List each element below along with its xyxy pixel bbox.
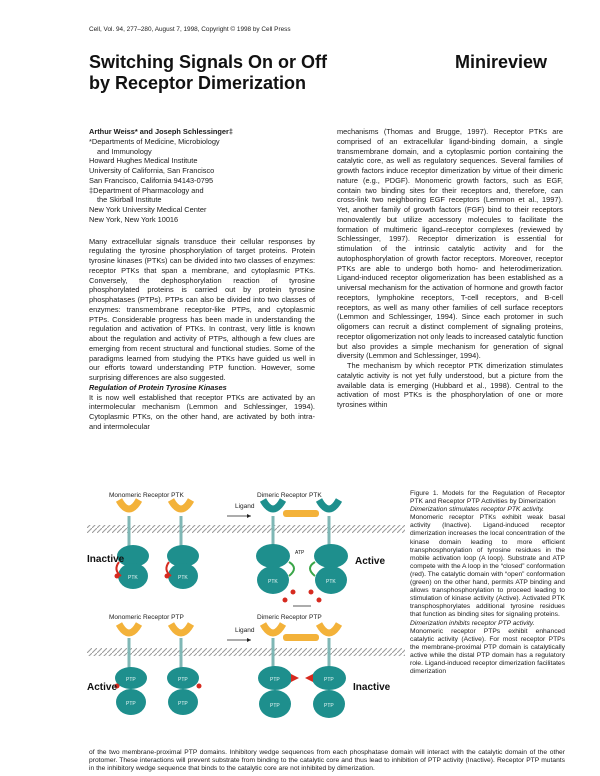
label-active: Active — [355, 556, 386, 567]
affiliation-line: the Skirball Institute — [97, 195, 162, 205]
label-dimeric-ptp: Dimeric Receptor PTP — [257, 614, 322, 621]
caption-text-ptp: Monomeric receptor PTPs exhibit enhanced catalytic activity (Active). For most receptor PTPs the membrane-proximal PTP domain is catalytically active while the distal PTP domain has a regulatory role. Ligand-induced receptor dimerization facilitates dimerization — [410, 627, 565, 676]
figure-1-diagram — [87, 488, 405, 746]
ptp-domain-label: PTP — [126, 701, 136, 707]
section-heading: Regulation of Protein Tyrosine Kinases — [89, 382, 227, 392]
ptp-domain-label: PTP — [270, 703, 280, 709]
ptp-domain-label: PTP — [324, 677, 334, 683]
label-inactive: Inactive — [87, 554, 125, 565]
ptk-domain-label: PTK — [268, 579, 278, 585]
ptk-monomer-left — [115, 545, 150, 589]
body-paragraph: mechanisms (Thomas and Brugge, 1997). Receptor PTKs are comprised of an extracellular ligand-binding domain, a single transmembrane domain, and a cytoplasmic portion containing the catalytic core, as well as regulatory sequences. Several families of growth factors induce receptor dimerization by virtue of their dimeric nature (e.g., PDGF). Monomeric growth factors, such as EGF, contain two binding sites for their receptors and, therefore, can cross-link two neighboring EGF receptors (Lemmon et al., 1997). Yet, another family of growth factors (FGF) bind to their receptors monovalently but utilize accessory molecules to facilitate the formation of multimeric ligand–receptor complexes (reviewed by Schlessinger, 1997). Receptor dimerization is essential for stimulation of the intrinsic catalytic activity and for the autophosphorylation of growth factor receptors. Moreover, receptor PTKs are able to undergo both homo- and heterodimerization. Ligand-induced receptor oligomerization has been established as a universal mechanism for the activation of hormone and growth factor receptors, lymphokine receptors, T-cell receptors, and B-cell receptors, as well as many other families of cell surface receptors (Lemmon and Schlessinger, 1994). Since each protomer in such oligomers can recruit a distinct complement of signaling proteins, receptor oligomerization not only leads to increased catalytic function but also provides a simple mechanism for generation of signal diversity (Lemmon and Schlessinger, 1994). — [337, 127, 563, 361]
ptk-domain-label: PTK — [128, 575, 138, 581]
right-column — [337, 127, 563, 410]
ptp-dimer — [258, 666, 346, 718]
ligand-extracellular-domains — [119, 500, 339, 509]
bound-ligand — [283, 510, 319, 517]
label-inactive-ptp: Inactive — [353, 682, 391, 693]
ptk-domain-label: PTK — [178, 575, 188, 581]
label-monomeric-ptk: Monomeric Receptor PTK — [109, 492, 184, 499]
ptp-domain-label: PTP — [324, 703, 334, 709]
affiliation-line: New York University Medical Center — [89, 205, 207, 214]
caption-subhead-ptp: Dimerization inhibits receptor PTP activity. — [410, 619, 535, 627]
arrowhead-icon — [247, 638, 251, 642]
affiliation-line: ‡Department of Pharmacology and — [89, 185, 204, 195]
membrane-ptp — [87, 648, 405, 656]
title-line-2: by Receptor Dimerization — [89, 73, 307, 93]
figure-caption — [410, 490, 565, 676]
journal-citation: Cell, Vol. 94, 277–280, August 7, 1998, Copyright © 1998 by Cell Press — [89, 26, 291, 33]
caption-subhead-ptk: Dimerization stimulates receptor PTK activity. — [410, 506, 545, 514]
atp-label: ATP — [295, 550, 305, 556]
body-paragraph: It is now well established that receptor PTKs are activated by an intermolecular mechanism (Lemmon and Schlessinger, 1994). Cytoplasmic PTKs, on the other hand, are activated by both intra- and intermolecular — [89, 392, 315, 431]
ptk-dimer — [256, 544, 348, 606]
left-column — [89, 127, 315, 432]
membrane-ptk — [87, 525, 405, 533]
bound-ligand-ptp — [283, 634, 319, 641]
ptp-monomer-left — [115, 667, 148, 715]
affiliation-line: Howard Hughes Medical Institute — [89, 156, 198, 166]
affiliation-line: and Immunology — [97, 146, 152, 156]
ptp-domain-label: PTP — [270, 677, 280, 683]
affiliation-line: San Francisco, California 94143-0795 — [89, 175, 214, 185]
label-monomeric-ptp: Monomeric Receptor PTP — [109, 614, 184, 621]
label-ligand: Ligand — [235, 503, 255, 510]
article-title — [89, 52, 359, 94]
caption-continued: of the two membrane-proximal PTP domains. Inhibitory wedge sequences from each phosphatase domain will interact with the catalytic domain of the other protomer. These interactions will prevent substrate from binding to the catalytic core and thus lead to inhibition of PTP activity (Inactive). Receptor PTP mutants in the inhibitory wedge sequence that binds to the catalytic core are not inhibited by dimerization. — [89, 749, 565, 773]
caption-text-ptk: Monomeric receptor PTKs exhibit weak basal activity (Inactive). Ligand-induced receptor dimerization increases the local concentration of the kinase domain leading to more efficient transphosphorylation of tyrosine residues in the mobile activation loop (A loop). Substrate and ATP compete with the A loop in the “closed” conformation (red). The catalytic domain with “open” conformation (green) on the other hand, permits ATP binding and allows transphosphorylation to proceed leading to stimulation of kinase activity (Active). Activated PTK transphosphorylates additional tyrosine residues that function as binding sites for signaling proteins. — [410, 514, 566, 619]
label-active-ptp: Active — [87, 682, 118, 693]
title-line-1: Switching Signals On or Off — [89, 52, 328, 72]
body-paragraph: The mechanism by which receptor PTK dimerization stimulates catalytic activity is not yet fully understood, but a picture from the available data is emerging (Hubbard et al., 1998). Central to the activation of most PTKs is the phosphorylation of one or more tyrosines within — [337, 361, 563, 409]
ptp-extracellular-domains — [119, 624, 339, 633]
ptp-domain-label: PTP — [178, 677, 188, 683]
label-ligand-ptp: Ligand — [235, 627, 255, 634]
article-type: Minireview — [455, 52, 548, 72]
affiliation-line: New York, New York 10016 — [89, 214, 179, 224]
ptp-domain-label: PTP — [178, 701, 188, 707]
author-names: Arthur Weiss* and Joseph Schlessinger‡ — [89, 127, 234, 136]
arrowhead-icon — [247, 514, 251, 518]
label-dimeric-ptk: Dimeric Receptor PTK — [257, 492, 322, 499]
affiliation-line: *Departments of Medicine, Microbiology — [89, 136, 220, 146]
ptk-domain-label: PTK — [326, 579, 336, 585]
affiliation-line: University of California, San Francisco — [89, 166, 215, 175]
intro-paragraph: Many extracellular signals transduce their cellular responses by regulating the tyrosine phosphorylation of target proteins. Protein tyrosine kinases (PTKs) can be divided into two classes of enzymes: receptor PTKs that span a membrane, and cytoplasmic PTKs. Conversely, the dephosphorylation reaction of tyrosine phosphorylated proteins is carried out by protein tyrosine phosphatases (PTPs). PTPs can also be divided into two classes of enzymes: transmembrane receptor-like PTPs, and cytoplasmic PTPs. Considerable progress has been made in understanding the regulation and activation of PTKs. In contrast, very little is known about the regulation and activity of PTPs, although a few clues are emerging from recent structural and functional studies. Some of the paradigms learned from studying the PTKs have guided us well in our efforts toward understanding PTP function. However, some surprising differences are also suggested. — [89, 236, 315, 382]
ptp-domain-label: PTP — [126, 677, 136, 683]
ptp-monomer-right — [167, 667, 202, 715]
caption-title: Figure 1. Models for the Regulation of Receptor PTK and Receptor PTP Activities by Dimerization — [410, 490, 565, 506]
ptk-monomer-right — [165, 545, 200, 589]
